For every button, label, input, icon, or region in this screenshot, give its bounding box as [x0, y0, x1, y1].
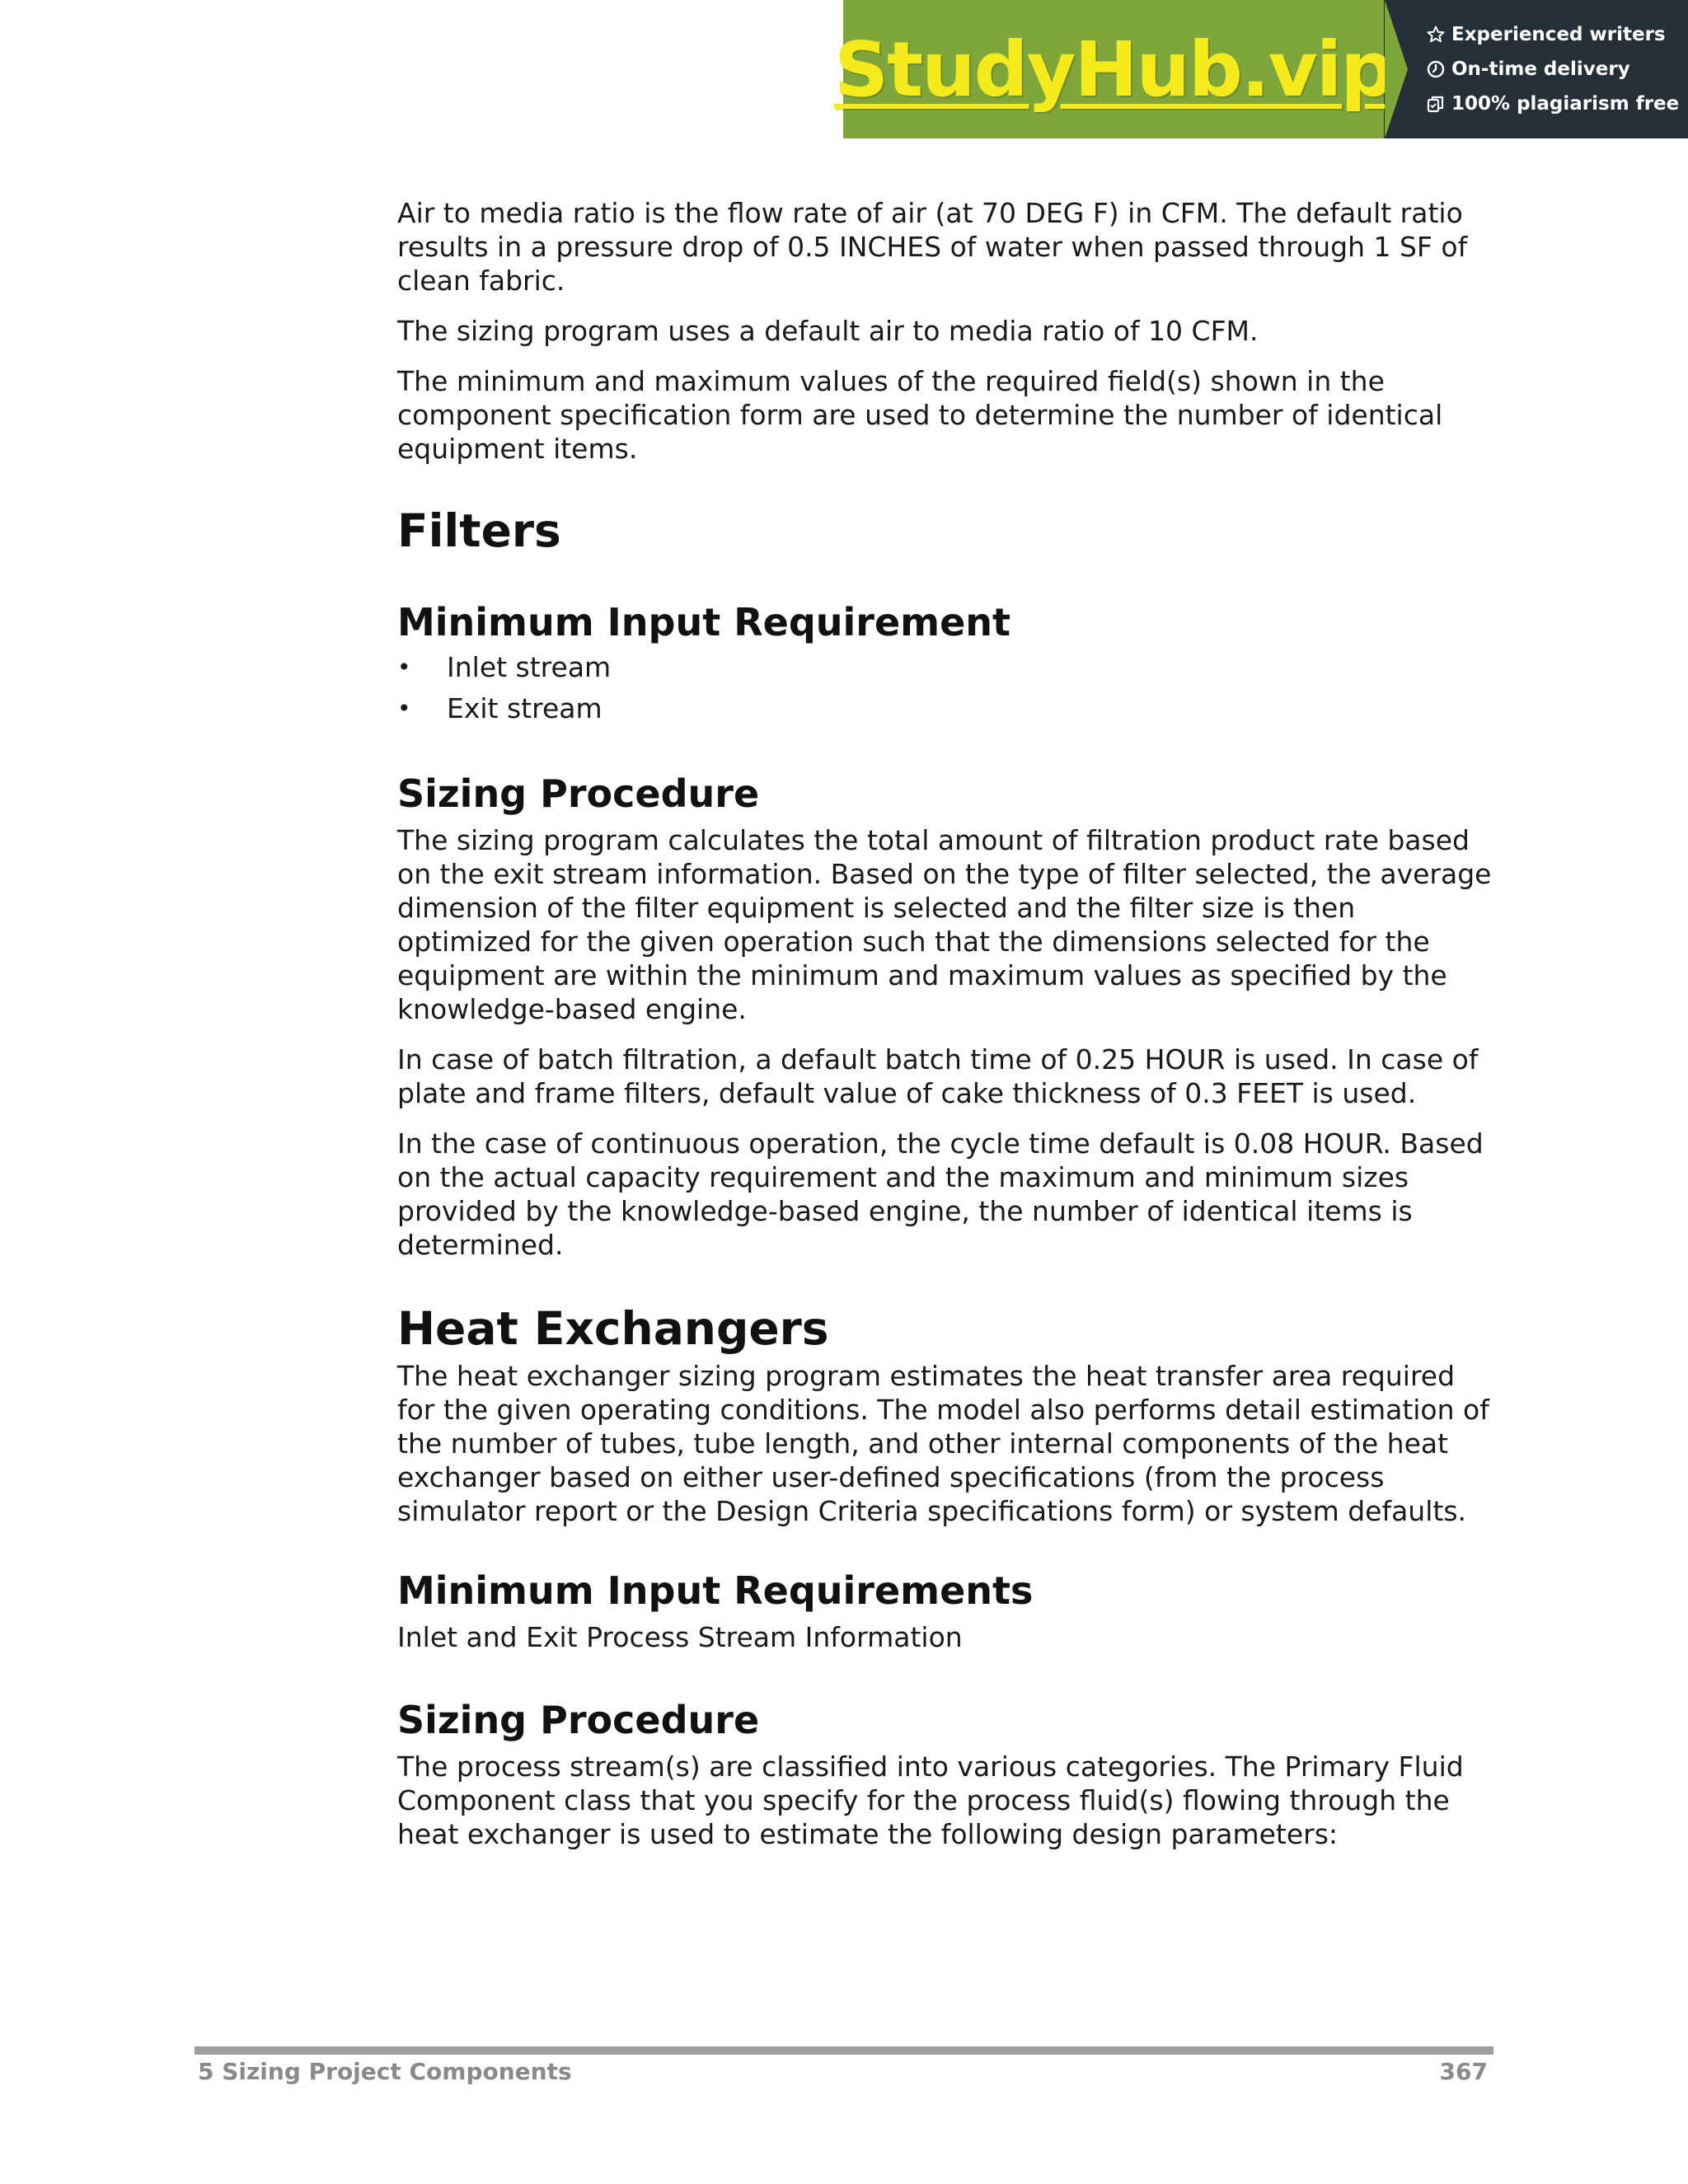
intro-paragraph-air-to-media: Air to media ratio is the flow rate of air (at 70 DEG F) in CFM. The default ratio results in a pressure drop of 0.5 INCHES of water when passed through 1 SF of clean fabric.	[397, 197, 1468, 297]
studyhub-banner[interactable]	[833, 0, 1688, 138]
footer-divider	[195, 2046, 1493, 2055]
document-body	[397, 196, 1493, 1868]
filters-input-list	[397, 647, 1493, 729]
footer-page-number: 367	[1439, 2058, 1488, 2085]
banner-arrow-notch	[1385, 0, 1408, 138]
footer-section-title: 5 Sizing Project Components	[198, 2058, 572, 2085]
star-icon	[1425, 24, 1447, 45]
heading-minimum-input-requirements: Minimum Input Requirements	[397, 1568, 1034, 1613]
heading-sizing-procedure-heat-exchangers: Sizing Procedure	[397, 1698, 760, 1742]
heat-exchangers-min-input-text: Inlet and Exit Process Stream Information	[397, 1621, 963, 1653]
filters-sizing-paragraph-3: In the case of continuous operation, the cycle time default is 0.08 HOUR. Based on the actual capacity requirement and the maximum and minimum sizes provided by the knowledge-based engine, the number of identical items is determined.	[397, 1127, 1484, 1261]
copy-icon	[1425, 93, 1447, 115]
heat-exchangers-intro: The heat exchanger sizing program estimates the heat transfer area required for the given operating conditions. The model also performs detail estimation of the number of tubes, tube length, and other internal components of the heat exchanger based on either user-defined specifications (from the process simulator report or the Design Criteria specifications form) or system defaults.	[397, 1360, 1489, 1527]
feature-label: 100% plagiarism free	[1451, 93, 1680, 115]
section-title-filters: Filters	[397, 504, 561, 557]
filters-sizing-paragraph-1: The sizing program calculates the total amount of filtration product rate based on the exit stream information. Based on the type of filter selected, the average dimension of the filter equipment is selected and the filter size is then optimized for the given operation such that the dimensions selected for the equipment are within the minimum and maximum values as specified by the knowledge-based engine.	[397, 824, 1492, 1025]
feature-plagiarism-free	[1425, 91, 1688, 117]
intro-paragraph-min-max: The minimum and maximum values of the required field(s) shown in the component specification form are used to determine the number of identical equipment items.	[397, 365, 1443, 465]
list-item: • Exit stream	[397, 688, 1493, 729]
banner-features	[1384, 0, 1688, 138]
logo-text: StudyHub.vip	[833, 25, 1394, 114]
feature-label: On-time delivery	[1451, 59, 1630, 80]
feature-label: Experienced writers	[1451, 24, 1666, 45]
studyhub-logo[interactable]	[833, 0, 1394, 138]
heading-minimum-input-requirement: Minimum Input Requirement	[397, 600, 1011, 644]
heading-sizing-procedure-filters: Sizing Procedure	[397, 771, 760, 816]
clock-icon	[1425, 59, 1447, 80]
filters-sizing-paragraph-2: In case of batch filtration, a default batch time of 0.25 HOUR is used. In case of plate and frame filters, default value of cake thickness of 0.3 FEET is used.	[397, 1043, 1479, 1109]
section-title-heat-exchangers: Heat Exchangers	[397, 1302, 829, 1355]
heat-exchangers-sizing-paragraph: The process stream(s) are classified into various categories. The Primary Fluid Component class that you specify for the process fluid(s) flowing through the heat exchanger is used to estimate the following design parameters:	[397, 1750, 1464, 1850]
bullet-icon: •	[397, 695, 411, 722]
feature-on-time-delivery	[1425, 56, 1688, 82]
bullet-icon: •	[397, 654, 411, 681]
list-item: • Inlet stream	[397, 647, 1493, 688]
feature-experienced-writers	[1425, 21, 1688, 48]
intro-paragraph-default-ratio: The sizing program uses a default air to media ratio of 10 CFM.	[397, 315, 1259, 347]
